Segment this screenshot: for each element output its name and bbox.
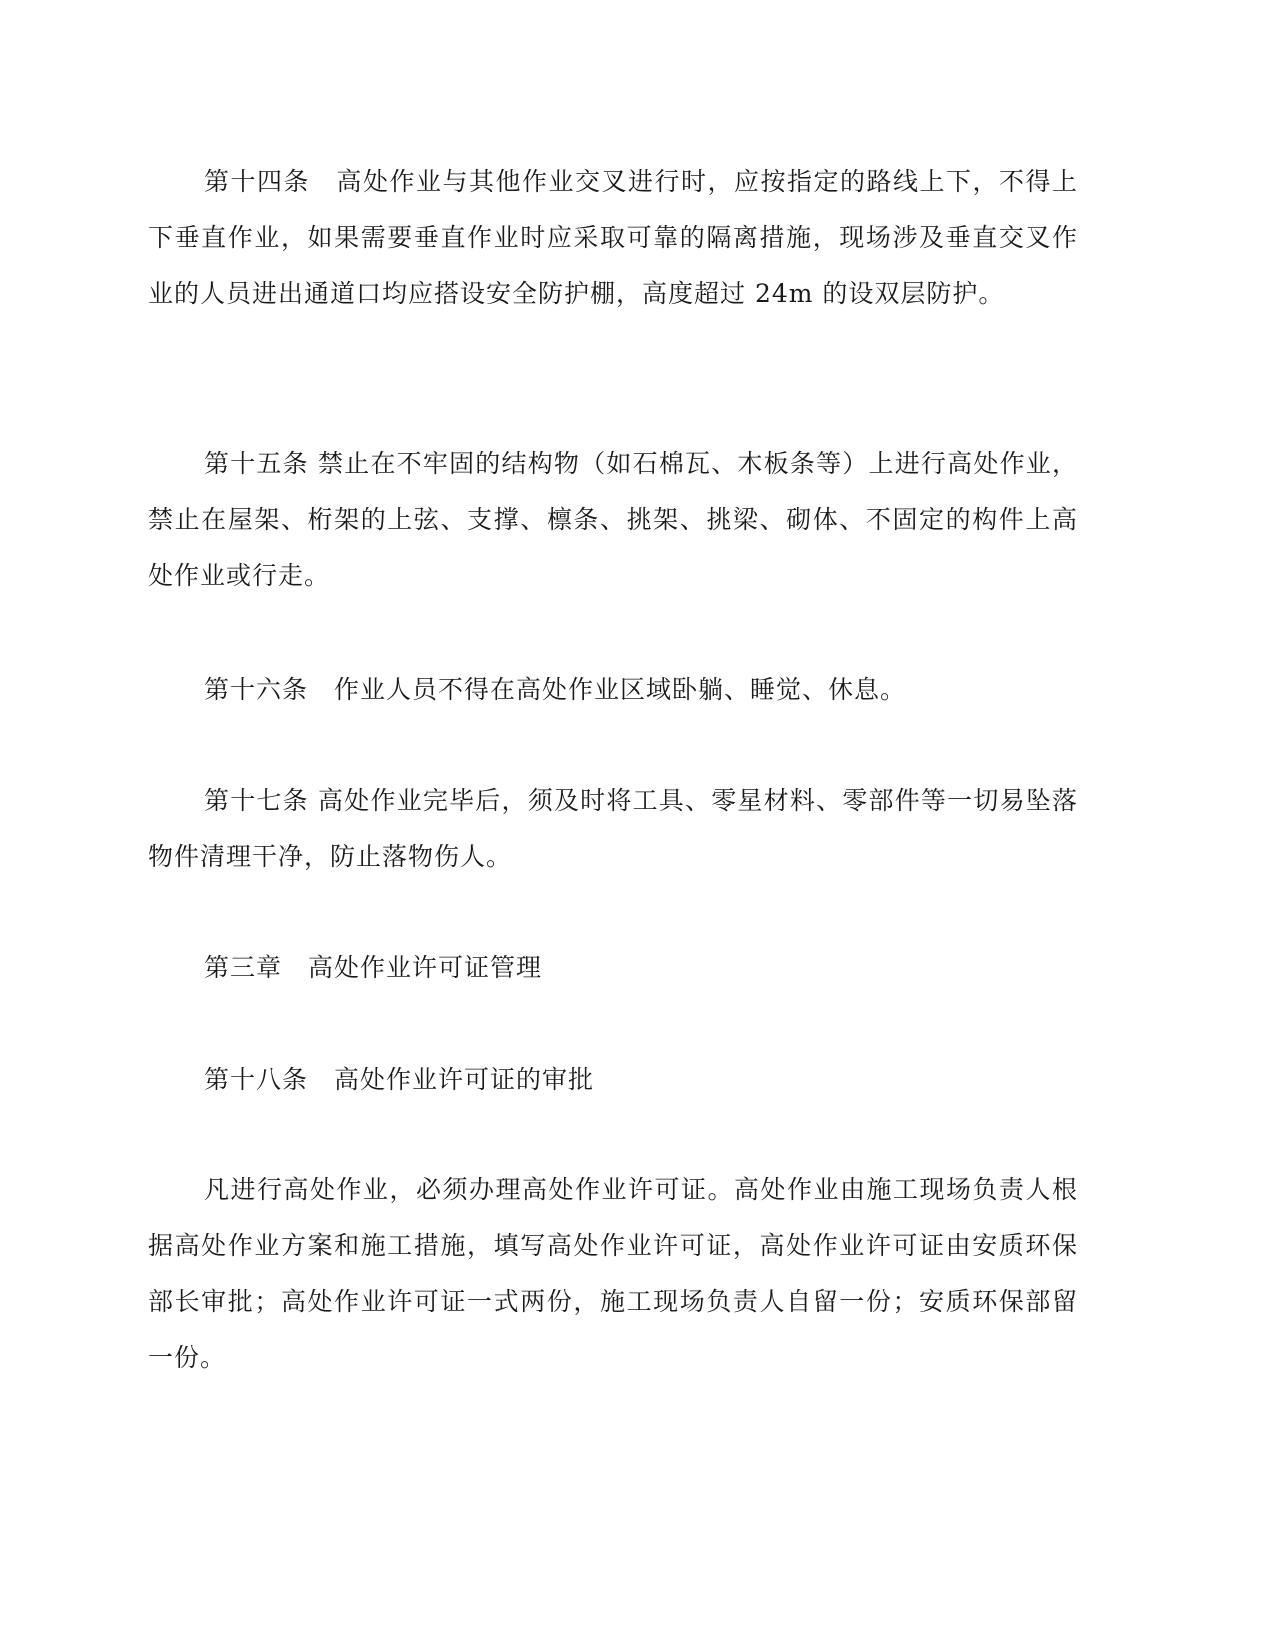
article-15-paragraph: 第十五条 禁止在不牢固的结构物（如石棉瓦、木板条等）上进行高处作业，禁止在屋架、桁架的上弦、支撑、檩条、挑架、挑梁、砌体、不固定的构件上高处作业或行走。 xyxy=(148,449,1078,590)
article-17-paragraph: 第十七条 高处作业完毕后，须及时将工具、零星材料、零部件等一切易坠落物件清理干净，防止落物伤人。 xyxy=(148,786,1078,871)
article-18-heading: 第十八条 高处作业许可证的审批 xyxy=(204,1065,595,1094)
permit-approval-paragraph: 凡进行高处作业，必须办理高处作业许可证。高处作业由施工现场负责人根据高处作业方案和施工措施，填写高处作业许可证，高处作业许可证由安质环保部长审批；高处作业许可证一式两份，施工现场负责人自留一份；安质环保部留一份。 xyxy=(148,1175,1078,1372)
chapter-3-heading: 第三章 高处作业许可证管理 xyxy=(204,953,543,982)
article-16-paragraph: 第十六条 作业人员不得在高处作业区域卧躺、睡觉、休息。 xyxy=(204,675,907,704)
article-14-paragraph: 第十四条 高处作业与其他作业交叉进行时，应按指定的路线上下，不得上下垂直作业，如果需要垂直作业时应采取可靠的隔离措施，现场涉及垂直交叉作业的人员进出通道口均应搭设安全防护棚，高度超过 24m 的设双层防护。 xyxy=(148,167,1078,308)
